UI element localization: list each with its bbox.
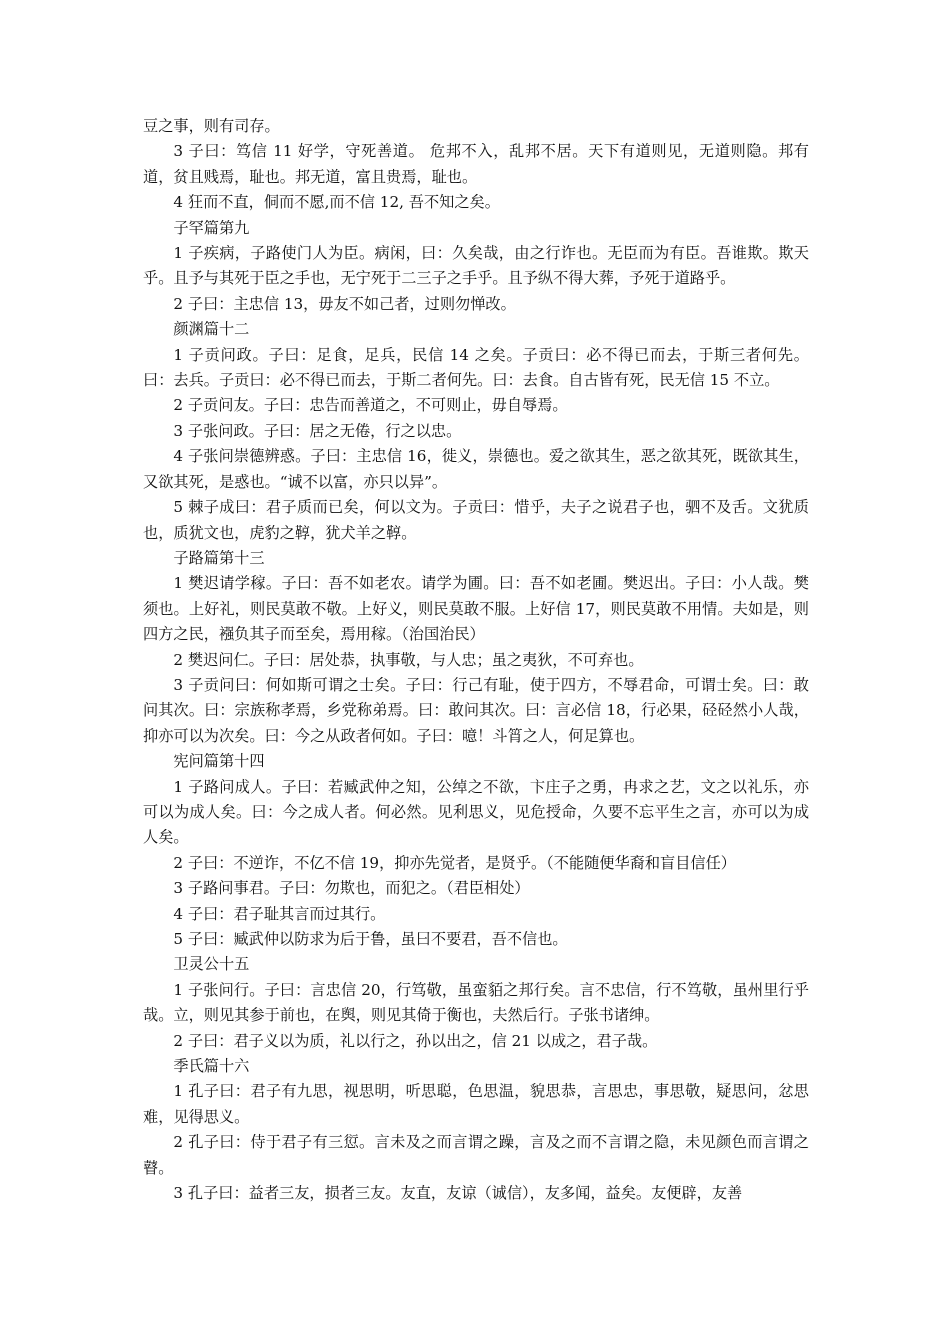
paragraph: 1 子路问成人。子曰：若臧武仲之知，公绰之不欲，卞庄子之勇，冉求之艺，文之以礼乐，亦可以为成人矣。曰：今之成人者。何必然。见利思义，见危授命，久要不忘平生之言，亦可以为成人矣。: [143, 777, 809, 847]
section-heading: 子路篇第十三: [173, 548, 265, 567]
paragraph: 4 子张问崇德辨惑。子曰：主忠信 16，徙义，崇德也。爱之欲其生，恶之欲其死，既欲其生，又欲其死，是惑也。“诚不以富，亦只以异”。: [143, 447, 809, 491]
section-heading: 卫灵公十五: [173, 955, 250, 974]
paragraph: 2 子曰：主忠信 13，毋友不如己者，过则勿惮改。: [173, 294, 516, 313]
paragraph: 1 子贡问政。子曰：足食，足兵，民信 14 之矣。子贡曰：必不得已而去，于斯三者何先。曰：去兵。子贡曰：必不得已而去，于斯二者何先。曰：去食。自古皆有死，民无信 15 不立。: [143, 345, 809, 390]
paragraph: 1 孔子曰：君子有九思，视思明，听思聪，色思温，貌思恭，言思忠，事思敬，疑思问，忿思难，见得思义。: [143, 1082, 809, 1126]
paragraph: 5 子曰：臧武仲以防求为后于鲁，虽曰不要君，吾不信也。: [173, 930, 568, 948]
paragraph: 2 孔子曰：侍于君子有三愆。言未及之而言谓之躁，言及之而不言谓之隐，未见颜色而言谓之瞽。: [143, 1133, 809, 1177]
paragraph: 3 子贡问曰：何如斯可谓之士矣。子曰：行己有耻，使于四方，不辱君命，可谓士矣。曰：敢问其次。曰：宗族称孝焉，乡党称弟焉。曰：敢问其次。曰：言必信 18，行必果，硁硁然小人哉，抑亦可以为次矣。曰：今之从政者何如。子曰：噫！斗筲之人，何足算也。: [143, 675, 809, 745]
paragraph: 4 狂而不直，侗而不愿,而不信 12, 吾不知之矣。: [173, 193, 500, 212]
document-page: [143, 114, 809, 1206]
paragraph: 5 棘子成曰：君子质而已矣，何以文为。子贡曰：惜乎，夫子之说君子也，驷不及舌。文犹质也，质犹文也，虎豹之鞟，犹犬羊之鞟。: [143, 498, 809, 542]
paragraph: 3 子路问事君。子曰：勿欺也，而犯之。（君臣相处）: [173, 879, 530, 898]
paragraph: 1 樊迟请学稼。子曰：吾不如老农。请学为圃。曰：吾不如老圃。樊迟出。子曰：小人哉。樊须也。上好礼，则民莫敢不敬。上好义，则民莫敢不服。上好信 17，则民莫敢不用情。夫如是，则四方之民，襁负其子而至矣，焉用稼。（治国治民）: [143, 574, 809, 644]
paragraph: 1 子疾病，子路使门人为臣。病闲，曰：久矣哉，由之行诈也。无臣而为有臣。吾谁欺。欺天乎。且予与其死于臣之手也，无宁死于二三子之手乎。且予纵不得大葬，予死于道路乎。: [143, 244, 809, 288]
paragraph: 2 子曰：君子义以为质，礼以行之，孙以出之，信 21 以成之，君子哉。: [173, 1031, 658, 1050]
section-heading: 颜渊篇十二: [173, 320, 250, 339]
paragraph: 3 子张问政。子曰：居之无倦，行之以忠。: [173, 421, 462, 440]
paragraph: 3 子曰：笃信 11 好学，守死善道。 危邦不入，乱邦不居。天下有道则见，无道则隐。邦有道，贫且贱焉，耻也。邦无道，富且贵焉，耻也。: [143, 142, 809, 186]
paragraph: 1 子张问行。子曰：言忠信 20，行笃敬，虽蛮貊之邦行矣。言不忠信，行不笃敬，虽州里行乎哉。立，则见其参于前也，在舆，则见其倚于衡也，夫然后行。子张书诸绅。: [143, 980, 809, 1025]
paragraph: 4 子曰：君子耻其言而过其行。: [173, 904, 386, 923]
section-heading: 宪问篇第十四: [173, 752, 265, 771]
paragraph: 3 孔子曰：益者三友，损者三友。友直，友谅（诚信），友多闻，益矣。友便辟，友善: [173, 1184, 743, 1203]
section-heading: 季氏篇十六: [173, 1057, 250, 1076]
paragraph: 2 子贡问友。子曰：忠告而善道之，不可则止，毋自辱焉。: [173, 396, 568, 415]
paragraph: 2 樊迟问仁。子曰：居处恭，执事敬，与人忠；虽之夷狄，不可弃也。: [173, 650, 644, 669]
paragraph: 豆之事，则有司存。: [143, 117, 280, 135]
section-heading: 子罕篇第九: [173, 218, 250, 237]
paragraph: 2 子曰：不逆诈，不亿不信 19，抑亦先觉者，是贤乎。（不能随便华裔和盲目信任）: [173, 853, 736, 872]
